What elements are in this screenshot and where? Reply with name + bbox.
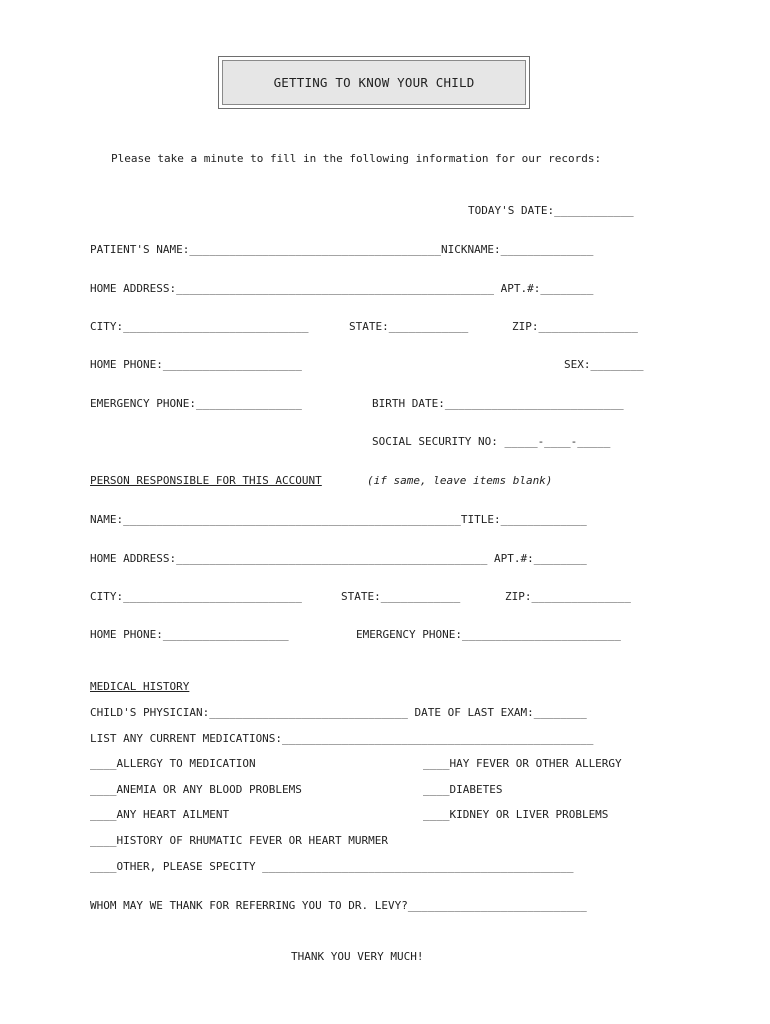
closing-text: THANK YOU VERY MUCH! [291, 950, 424, 963]
responsible-state-field[interactable]: STATE:____________ [341, 590, 461, 603]
responsible-heading: PERSON RESPONSIBLE FOR THIS ACCOUNT [90, 474, 322, 487]
ssn-field[interactable]: SOCIAL SECURITY NO: _____-____-_____ [372, 435, 611, 448]
responsible-address-field[interactable]: HOME ADDRESS:_______________________________________________ APT.#:________ [90, 552, 587, 565]
home-phone-field[interactable]: HOME PHONE:_____________________ [90, 358, 302, 371]
medical-history-heading: MEDICAL HISTORY [90, 680, 190, 693]
heart-ailment-check[interactable]: ____ANY HEART AILMENT [90, 808, 230, 821]
state-field[interactable]: STATE:____________ [349, 320, 469, 333]
responsible-note: (if same, leave items blank) [367, 474, 553, 487]
intro-text: Please take a minute to fill in the following information for our records: [111, 152, 602, 165]
responsible-emergency-phone-field[interactable]: EMERGENCY PHONE:________________________ [356, 628, 621, 641]
rheumatic-fever-check[interactable]: ____HISTORY OF RHUMATIC FEVER OR HEART MURMER [90, 834, 389, 847]
city-field[interactable]: CITY:____________________________ [90, 320, 309, 333]
referral-field[interactable]: WHOM MAY WE THANK FOR REFERRING YOU TO DR. LEVY?___________________________ [90, 899, 587, 912]
medications-field[interactable]: LIST ANY CURRENT MEDICATIONS:_______________________________________________ [90, 732, 594, 745]
emergency-phone-field[interactable]: EMERGENCY PHONE:________________ [90, 397, 302, 410]
responsible-zip-field[interactable]: ZIP:_______________ [505, 590, 631, 603]
responsible-name-field[interactable]: NAME:___________________________________________________TITLE:_____________ [90, 513, 587, 526]
allergy-medication-check[interactable]: ____ALLERGY TO MEDICATION [90, 757, 256, 770]
patient-name-field[interactable]: PATIENT'S NAME:______________________________________NICKNAME:______________ [90, 243, 594, 256]
anemia-check[interactable]: ____ANEMIA OR ANY BLOOD PROBLEMS [90, 783, 302, 796]
physician-field[interactable]: CHILD'S PHYSICIAN:______________________________ DATE OF LAST EXAM:________ [90, 706, 587, 719]
form-title-box [218, 56, 530, 109]
zip-field[interactable]: ZIP:_______________ [512, 320, 638, 333]
birth-date-field[interactable]: BIRTH DATE:___________________________ [372, 397, 624, 410]
responsible-city-field[interactable]: CITY:___________________________ [90, 590, 302, 603]
kidney-liver-check[interactable]: ____KIDNEY OR LIVER PROBLEMS [423, 808, 609, 821]
other-specify-field[interactable]: ____OTHER, PLEASE SPECITY _______________________________________________ [90, 860, 574, 873]
todays-date-field[interactable]: TODAY'S DATE:____________ [468, 204, 634, 217]
sex-field[interactable]: SEX:________ [564, 358, 644, 371]
responsible-home-phone-field[interactable]: HOME PHONE:___________________ [90, 628, 289, 641]
diabetes-check[interactable]: ____DIABETES [423, 783, 503, 796]
hay-fever-check[interactable]: ____HAY FEVER OR OTHER ALLERGY [423, 757, 622, 770]
form-title: GETTING TO KNOW YOUR CHILD [222, 60, 526, 105]
home-address-field[interactable]: HOME ADDRESS:________________________________________________ APT.#:________ [90, 282, 594, 295]
